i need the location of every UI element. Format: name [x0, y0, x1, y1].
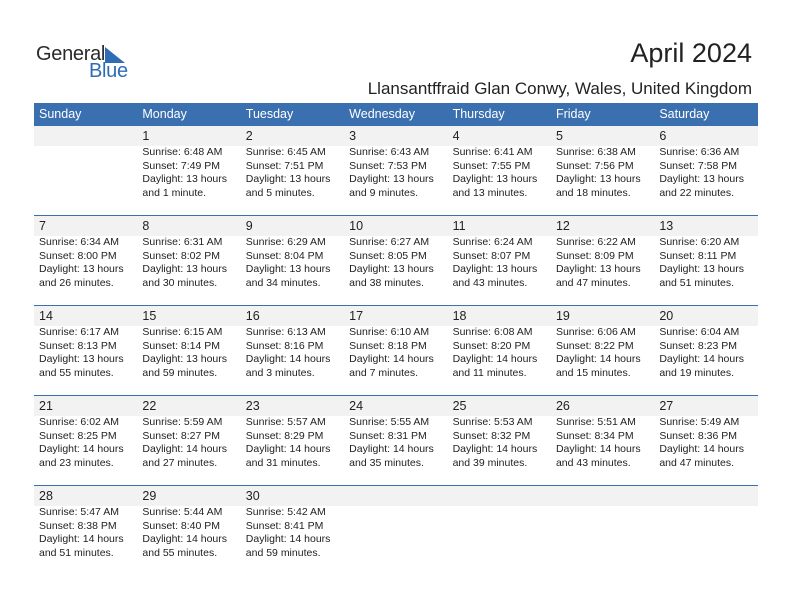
sunset-text: Sunset: 8:31 PM [349, 429, 427, 442]
sunset-text: Sunset: 8:13 PM [39, 339, 117, 352]
calendar-grid [34, 103, 758, 575]
day-info [659, 326, 757, 380]
sunrise-text: Sunrise: 5:53 AM [452, 416, 533, 428]
day-cell [448, 215, 551, 290]
day-number: 25 [452, 399, 467, 413]
sunset-text: Sunset: 7:58 PM [659, 159, 737, 172]
day-cell [551, 305, 654, 380]
day-cell [137, 125, 240, 200]
sunrise-text: Sunrise: 6:41 AM [452, 146, 533, 158]
day-number: 6 [659, 129, 667, 143]
weekday-wednesday: Wednesday [349, 107, 415, 121]
daylight-text: Daylight: 13 hours [39, 263, 124, 275]
sunset-text: Sunset: 8:40 PM [142, 519, 221, 532]
sunrise-text: Sunrise: 6:13 AM [245, 326, 326, 338]
daylight-text: and 59 minutes. [142, 366, 218, 379]
daylight-text: Daylight: 13 hours [39, 353, 124, 365]
daylight-text: Daylight: 14 hours [245, 533, 331, 545]
day-number: 13 [659, 219, 674, 233]
daylight-text: Daylight: 13 hours [349, 173, 434, 185]
day-cell [654, 215, 757, 290]
daylight-text: Daylight: 14 hours [142, 533, 228, 545]
sunrise-text: Sunrise: 5:57 AM [245, 416, 326, 428]
sunset-text: Sunset: 7:49 PM [142, 159, 221, 172]
day-info [349, 236, 447, 290]
daylight-text: and 35 minutes. [349, 456, 424, 469]
sunrise-text: Sunrise: 6:29 AM [245, 236, 326, 248]
sunrise-text: Sunrise: 6:48 AM [142, 146, 223, 158]
sunrise-text: Sunrise: 5:49 AM [659, 416, 740, 428]
day-cell [241, 485, 344, 560]
daylight-text: Daylight: 14 hours [245, 353, 331, 365]
day-number: 29 [142, 489, 157, 503]
daylight-text: Daylight: 13 hours [659, 173, 744, 185]
weekday-friday: Friday [555, 107, 591, 121]
day-info [453, 146, 551, 200]
week-days [34, 395, 758, 470]
logo-general-text: General [36, 43, 106, 65]
daylight-text: Daylight: 13 hours [659, 263, 744, 275]
weekday-sunday: Sunday [39, 107, 82, 121]
day-cell [241, 125, 344, 200]
sunrise-text: Sunrise: 5:44 AM [142, 506, 223, 518]
location-subtitle: Llansantffraid Glan Conwy, Wales, United Kingdom [367, 79, 752, 98]
day-number: 15 [142, 309, 157, 323]
daylight-text: Daylight: 14 hours [39, 533, 124, 545]
daylight-text: Daylight: 13 hours [142, 263, 228, 275]
day-number: 14 [39, 309, 53, 323]
weekday-monday: Monday [142, 107, 187, 121]
sunrise-text: Sunrise: 6:04 AM [659, 326, 740, 338]
daylight-text: Daylight: 14 hours [555, 443, 641, 455]
sunset-text: Sunset: 8:25 PM [39, 429, 117, 442]
daylight-text: and 55 minutes. [39, 366, 114, 379]
day-info [142, 146, 240, 200]
daylight-text: and 51 minutes. [39, 546, 114, 559]
day-info [659, 416, 757, 470]
calendar-week [34, 215, 758, 305]
sunrise-text: Sunrise: 6:24 AM [452, 236, 533, 248]
day-cell [654, 305, 757, 380]
day-number: 20 [659, 309, 674, 323]
daylight-text: and 26 minutes. [39, 276, 114, 289]
day-number: 28 [39, 489, 53, 503]
day-cell [241, 395, 344, 470]
daylight-text: Daylight: 13 hours [555, 173, 641, 185]
daylight-text: and 47 minutes. [555, 276, 631, 289]
day-info [453, 236, 551, 290]
daylight-text: and 39 minutes. [452, 456, 528, 469]
sunset-text: Sunset: 8:04 PM [245, 249, 324, 262]
daylight-text: and 7 minutes. [349, 366, 419, 379]
day-info [39, 506, 137, 560]
day-cell [654, 395, 757, 470]
calendar-week [34, 395, 758, 485]
day-info [246, 416, 344, 470]
sunrise-text: Sunrise: 6:06 AM [555, 326, 636, 338]
calendar-week [34, 485, 758, 575]
day-cell [344, 215, 447, 290]
day-info [659, 236, 757, 290]
day-cell [34, 485, 137, 560]
day-number: 21 [39, 399, 53, 413]
day-info [142, 236, 240, 290]
daylight-text: Daylight: 14 hours [452, 443, 538, 455]
day-info [142, 416, 240, 470]
day-cell [241, 305, 344, 380]
sunrise-text: Sunrise: 6:36 AM [659, 146, 740, 158]
sunset-text: Sunset: 8:16 PM [245, 339, 324, 352]
empty-day-cell [448, 485, 551, 560]
day-number: 3 [349, 129, 357, 143]
day-cell [137, 395, 240, 470]
day-info [39, 416, 137, 470]
daylight-text: Daylight: 13 hours [142, 353, 228, 365]
day-info [246, 146, 344, 200]
sunset-text: Sunset: 8:41 PM [245, 519, 324, 532]
daylight-text: and 23 minutes. [39, 456, 114, 469]
daylight-text: Daylight: 13 hours [452, 263, 538, 275]
day-info [659, 146, 757, 200]
sunset-text: Sunset: 8:11 PM [659, 249, 737, 262]
daylight-text: and 43 minutes. [555, 456, 631, 469]
sunrise-text: Sunrise: 6:27 AM [349, 236, 430, 248]
day-number: 24 [349, 399, 364, 413]
day-cell [551, 395, 654, 470]
sunset-text: Sunset: 8:00 PM [39, 249, 117, 262]
calendar-week [34, 305, 758, 395]
logo-blue-text: Blue [89, 60, 128, 82]
day-number: 9 [245, 219, 253, 233]
day-cell [344, 125, 447, 200]
day-cell [137, 305, 240, 380]
daylight-text: Daylight: 14 hours [659, 353, 744, 365]
day-number: 18 [452, 309, 467, 323]
daylight-text: and 30 minutes. [142, 276, 218, 289]
day-cell [551, 125, 654, 200]
daylight-text: and 38 minutes. [349, 276, 424, 289]
sunrise-text: Sunrise: 6:45 AM [245, 146, 326, 158]
empty-day-cell [654, 485, 757, 560]
daylight-text: and 27 minutes. [142, 456, 218, 469]
day-info [349, 326, 447, 380]
day-cell [448, 125, 551, 200]
day-number: 22 [142, 399, 157, 413]
daylight-text: Daylight: 14 hours [39, 443, 124, 455]
day-number: 27 [659, 399, 674, 413]
daylight-text: and 59 minutes. [245, 546, 321, 559]
day-info [142, 326, 240, 380]
sunset-text: Sunset: 8:09 PM [555, 249, 634, 262]
daylight-text: and 3 minutes. [245, 366, 315, 379]
sunset-text: Sunset: 8:20 PM [452, 339, 531, 352]
empty-day-cell [551, 485, 654, 560]
sunrise-text: Sunrise: 6:10 AM [349, 326, 430, 338]
sunrise-text: Sunrise: 5:51 AM [555, 416, 636, 428]
sunset-text: Sunset: 8:07 PM [452, 249, 531, 262]
day-cell [137, 485, 240, 560]
sunset-text: Sunset: 8:38 PM [39, 519, 117, 532]
daylight-text: Daylight: 13 hours [555, 263, 641, 275]
weeks-container [34, 125, 758, 575]
sunset-text: Sunset: 8:23 PM [659, 339, 737, 352]
sunrise-text: Sunrise: 5:42 AM [245, 506, 326, 518]
day-number: 26 [555, 399, 570, 413]
sunset-text: Sunset: 7:55 PM [452, 159, 531, 172]
sunset-text: Sunset: 8:36 PM [659, 429, 737, 442]
day-number: 11 [452, 219, 466, 233]
sunrise-text: Sunrise: 6:20 AM [659, 236, 740, 248]
day-number: 12 [555, 219, 570, 233]
day-number: 17 [349, 309, 364, 323]
daylight-text: and 15 minutes. [555, 366, 631, 379]
sunrise-text: Sunrise: 5:47 AM [39, 506, 119, 518]
day-number: 8 [142, 219, 150, 233]
weekday-saturday: Saturday [659, 107, 710, 121]
daylight-text: Daylight: 13 hours [142, 173, 228, 185]
day-cell [34, 305, 137, 380]
calendar-week [34, 125, 758, 215]
empty-day-cell [34, 125, 137, 200]
weekday-thursday: Thursday [452, 107, 505, 121]
sunrise-text: Sunrise: 6:31 AM [142, 236, 223, 248]
week-days [34, 125, 758, 200]
day-info [246, 326, 344, 380]
daylight-text: and 19 minutes. [659, 366, 735, 379]
sunset-text: Sunset: 8:02 PM [142, 249, 221, 262]
day-info [142, 506, 240, 560]
day-number: 4 [452, 129, 460, 143]
daylight-text: and 5 minutes. [245, 186, 315, 199]
day-number: 16 [245, 309, 260, 323]
sunset-text: Sunset: 8:34 PM [555, 429, 634, 442]
day-cell [448, 395, 551, 470]
week-days [34, 305, 758, 380]
page-title: April 2024 [630, 38, 752, 68]
daylight-text: and 11 minutes. [452, 366, 527, 379]
daylight-text: Daylight: 13 hours [245, 263, 331, 275]
sunset-text: Sunset: 8:32 PM [452, 429, 531, 442]
sunset-text: Sunset: 8:22 PM [555, 339, 634, 352]
day-cell [551, 215, 654, 290]
daylight-text: and 9 minutes. [349, 186, 419, 199]
sunset-text: Sunset: 7:53 PM [349, 159, 427, 172]
day-cell [34, 215, 137, 290]
day-info [556, 416, 654, 470]
sunset-text: Sunset: 8:27 PM [142, 429, 221, 442]
sunrise-text: Sunrise: 6:02 AM [39, 416, 119, 428]
daylight-text: and 31 minutes. [245, 456, 321, 469]
sunrise-text: Sunrise: 6:34 AM [39, 236, 119, 248]
day-info [246, 236, 344, 290]
day-number: 10 [349, 219, 364, 233]
daylight-text: Daylight: 13 hours [349, 263, 434, 275]
daylight-text: Daylight: 14 hours [349, 353, 434, 365]
sunset-text: Sunset: 7:56 PM [555, 159, 634, 172]
day-cell [137, 215, 240, 290]
day-number: 30 [245, 489, 260, 503]
day-info [246, 506, 344, 560]
daylight-text: and 13 minutes. [452, 186, 528, 199]
day-info [349, 146, 447, 200]
sunrise-text: Sunrise: 6:43 AM [349, 146, 430, 158]
daylight-text: Daylight: 14 hours [349, 443, 434, 455]
daylight-text: and 18 minutes. [555, 186, 631, 199]
day-cell [34, 395, 137, 470]
day-number: 23 [245, 399, 260, 413]
week-days [34, 215, 758, 290]
daylight-text: Daylight: 14 hours [659, 443, 744, 455]
sunrise-text: Sunrise: 6:17 AM [39, 326, 119, 338]
day-number: 1 [142, 129, 150, 143]
weekday-header [34, 103, 758, 125]
daylight-text: and 22 minutes. [659, 186, 735, 199]
brand-logo [36, 43, 136, 83]
weekday-tuesday: Tuesday [245, 107, 294, 121]
day-info [556, 326, 654, 380]
sunset-text: Sunset: 8:05 PM [349, 249, 427, 262]
day-info [39, 236, 137, 290]
day-number: 2 [245, 129, 253, 143]
sunset-text: Sunset: 8:14 PM [142, 339, 221, 352]
daylight-text: Daylight: 14 hours [245, 443, 331, 455]
daylight-text: Daylight: 14 hours [555, 353, 641, 365]
day-cell [344, 305, 447, 380]
week-days [34, 485, 758, 560]
sunrise-text: Sunrise: 6:08 AM [452, 326, 533, 338]
day-info [453, 326, 551, 380]
day-cell [654, 125, 757, 200]
day-info [556, 146, 654, 200]
day-info [39, 326, 137, 380]
day-info [556, 236, 654, 290]
day-info [453, 416, 551, 470]
day-cell [344, 395, 447, 470]
daylight-text: and 1 minute. [142, 186, 207, 199]
sunset-text: Sunset: 8:29 PM [245, 429, 324, 442]
day-number: 19 [555, 309, 570, 323]
day-cell [448, 305, 551, 380]
sunrise-text: Sunrise: 6:15 AM [142, 326, 223, 338]
daylight-text: and 55 minutes. [142, 546, 218, 559]
daylight-text: Daylight: 13 hours [245, 173, 331, 185]
daylight-text: and 34 minutes. [245, 276, 321, 289]
daylight-text: Daylight: 14 hours [452, 353, 538, 365]
day-cell [241, 215, 344, 290]
sunrise-text: Sunrise: 5:55 AM [349, 416, 430, 428]
sunrise-text: Sunrise: 6:38 AM [555, 146, 636, 158]
empty-day-cell [344, 485, 447, 560]
daylight-text: and 51 minutes. [659, 276, 735, 289]
day-number: 7 [39, 219, 46, 233]
sunset-text: Sunset: 7:51 PM [245, 159, 324, 172]
daylight-text: Daylight: 13 hours [452, 173, 538, 185]
sunrise-text: Sunrise: 6:22 AM [555, 236, 636, 248]
sunset-text: Sunset: 8:18 PM [349, 339, 427, 352]
sunrise-text: Sunrise: 5:59 AM [142, 416, 223, 428]
daylight-text: and 43 minutes. [452, 276, 528, 289]
day-number: 5 [555, 129, 563, 143]
daylight-text: and 47 minutes. [659, 456, 735, 469]
daylight-text: Daylight: 14 hours [142, 443, 228, 455]
day-info [349, 416, 447, 470]
